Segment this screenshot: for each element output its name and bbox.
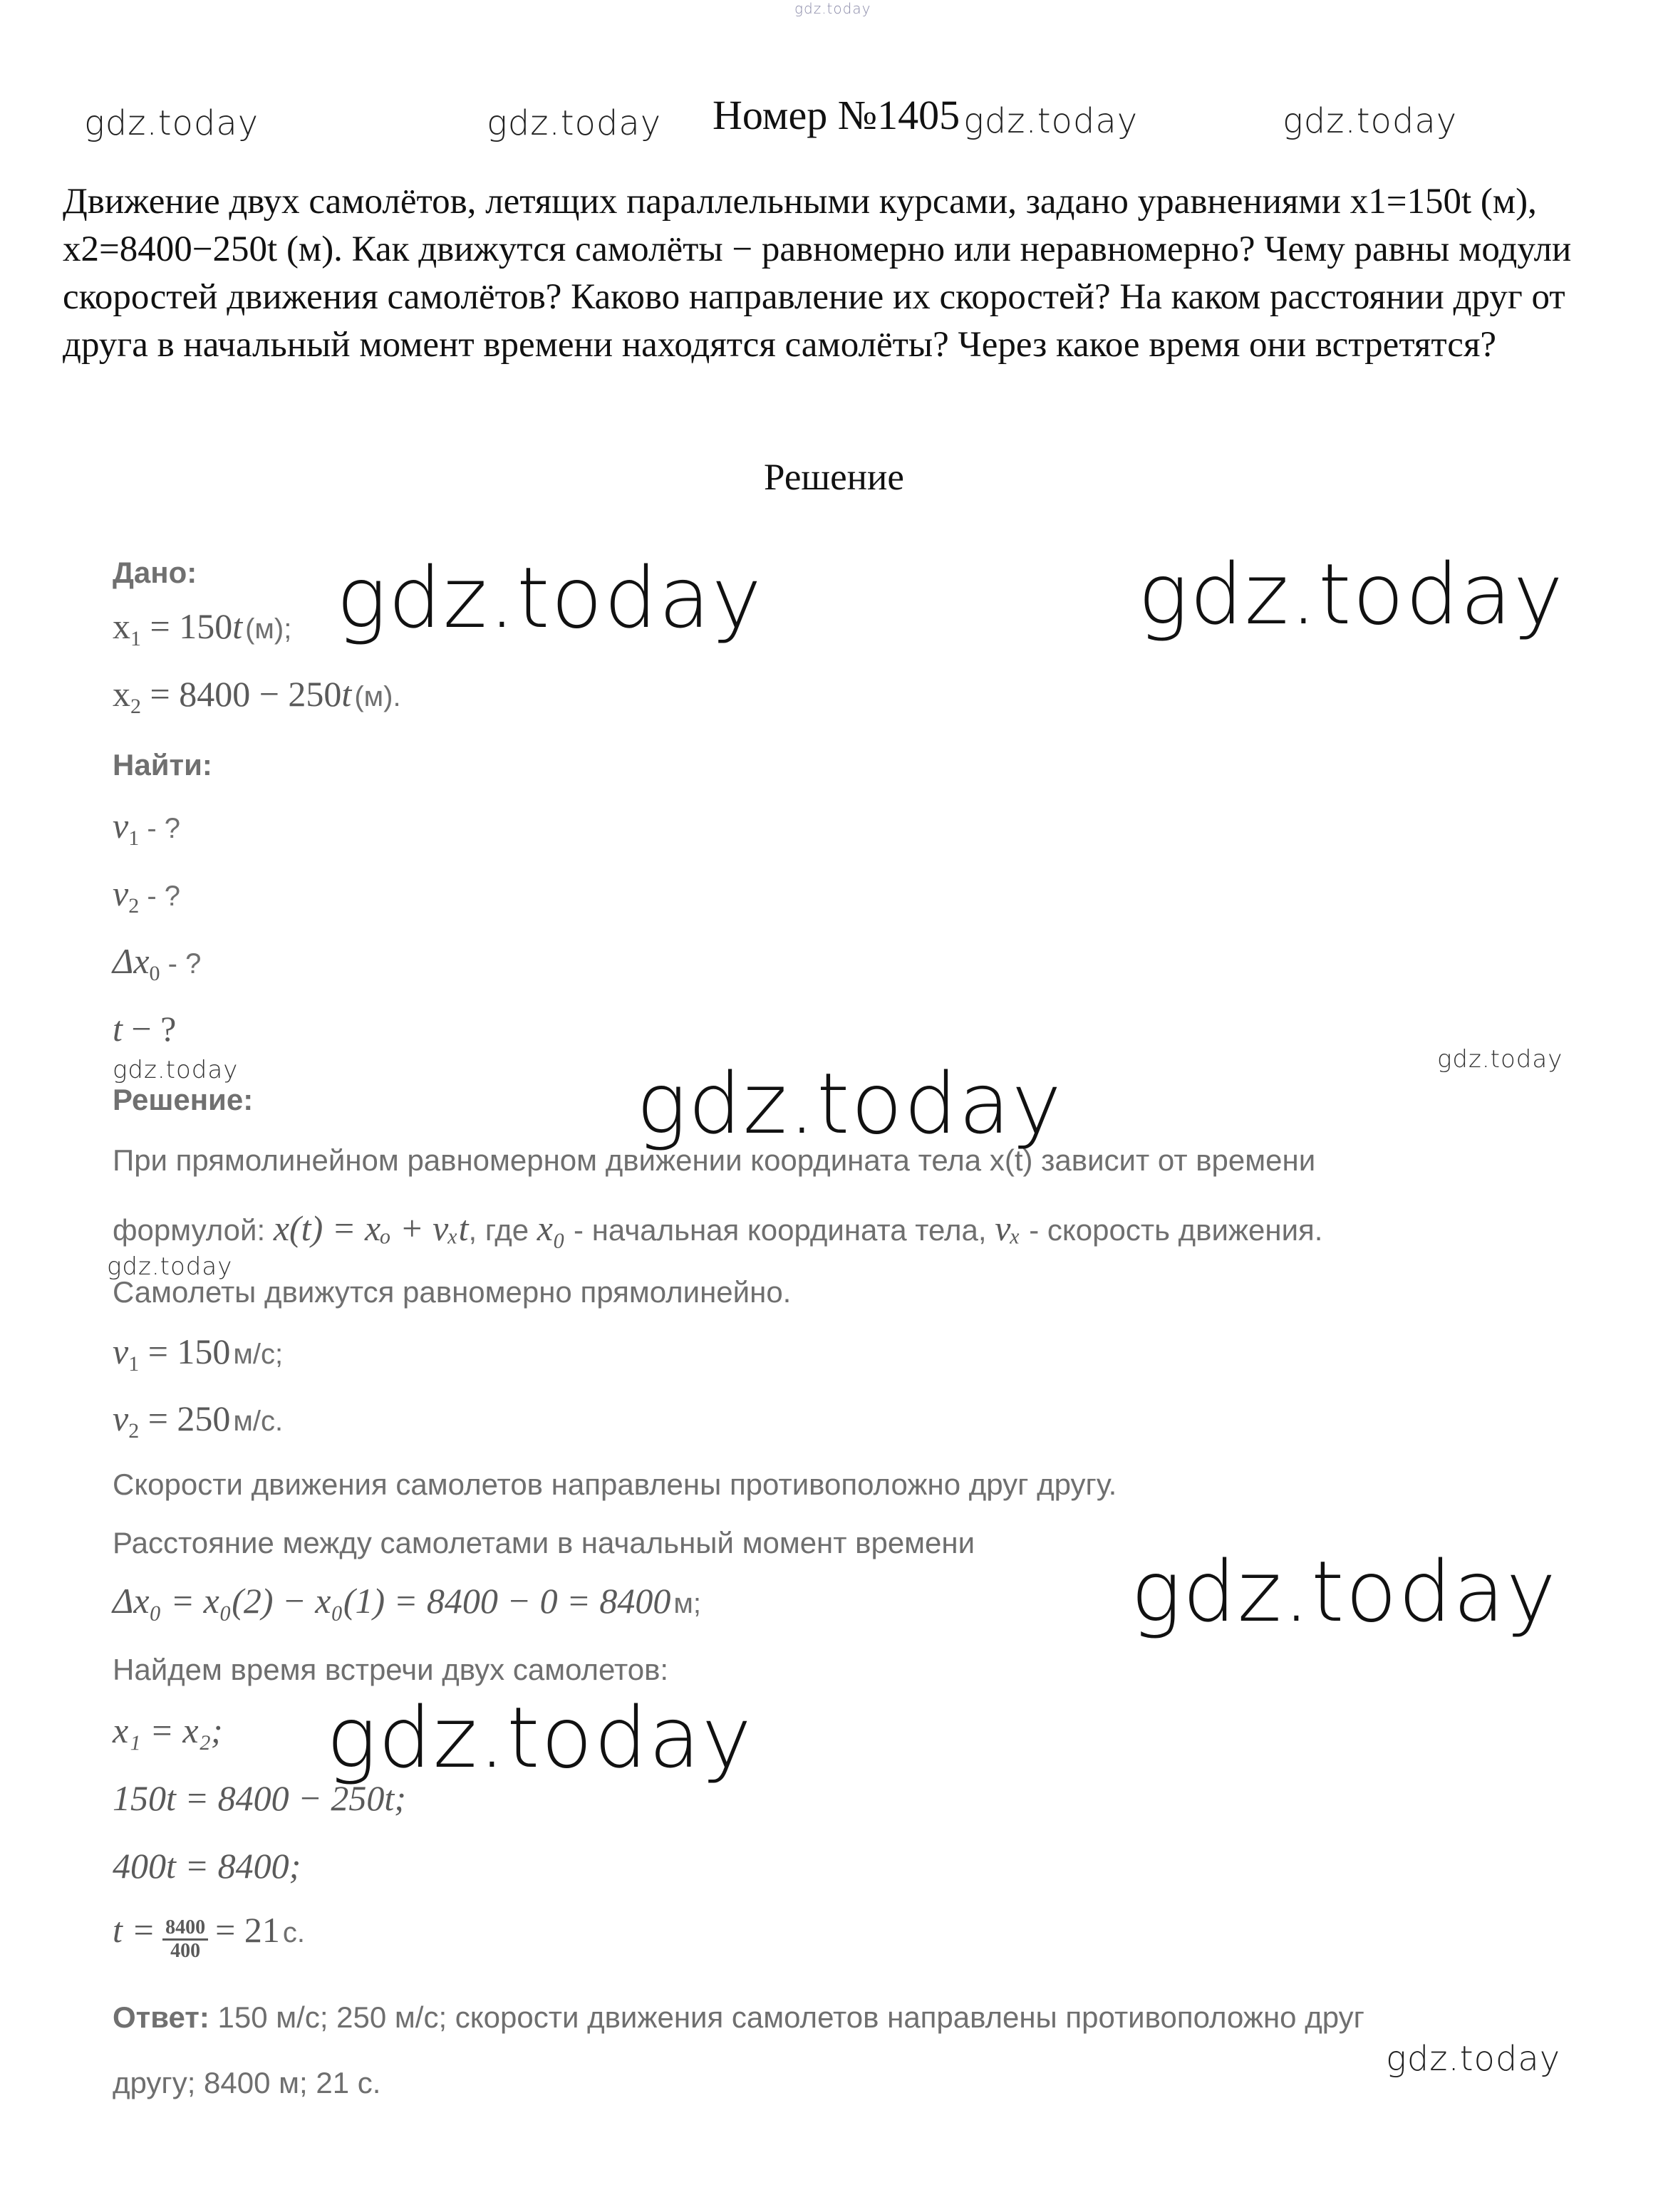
find-item: $v_1$ - ? xyxy=(113,806,180,850)
watermark: gdz.today xyxy=(794,0,871,17)
watermark: gdz.today xyxy=(1131,1542,1558,1641)
solution-equation: x₁ = x₂; xyxy=(113,1710,223,1750)
watermark: gdz.today xyxy=(107,1252,233,1281)
watermark: gdz.today xyxy=(1386,2039,1561,2079)
given-label: Дано: xyxy=(113,556,197,589)
solution-equation: 400t = 8400; xyxy=(113,1846,301,1886)
watermark: gdz.today xyxy=(636,1054,1063,1153)
find-label: Найти: xyxy=(113,748,212,782)
solution-line: формулой: x(t) = xₒ + vₓt, где x₀ - начальная координата тела, vₓ - скорость движения. xyxy=(113,1208,1323,1248)
watermark: gdz.today xyxy=(1283,101,1458,141)
solution-line: Расстояние между самолетами в начальный момент времени xyxy=(113,1526,975,1559)
answer-line: Ответ: 150 м/с; 250 м/с; скорости движения самолетов направлены противоположно друг xyxy=(113,2000,1364,2034)
solution-line: Найдем время встречи двух самолетов: xyxy=(113,1653,669,1686)
find-item: $\Delta x_0$ - ? xyxy=(113,941,202,985)
watermark: gdz.today xyxy=(1138,545,1565,643)
solution-distance: Δx₀ = x₀(2) − x₀(1) = 8400 − 0 = 8400 м; xyxy=(113,1581,701,1621)
solution-line: При прямолинейном равномерном движении координата тела x(t) зависит от времени xyxy=(113,1143,1316,1177)
solution-v1: $v_1 = 150$ м/с; xyxy=(113,1331,284,1376)
watermark: gdz.today xyxy=(963,101,1139,141)
watermark: gdz.today xyxy=(326,1688,753,1787)
watermark: gdz.today xyxy=(1437,1045,1563,1074)
watermark: gdz.today xyxy=(487,103,662,143)
find-item: $v_2$ - ? xyxy=(113,873,180,918)
task-statement: Движение двух самолётов, летящих параллельными курсами, задано уравнениями x1=150t (м), x2=8400−250t (м). Как движутся самолёты − равномерно или неравномерно? Чему равны модули скоростей движения самолётов? Каково направление их скоростей? На каком расстоянии друг от друга в начальный момент времени находятся самолёты? Через какое время они встретятся? xyxy=(63,182,1572,365)
solution-equation: 150t = 8400 − 250t; xyxy=(113,1778,406,1818)
solution-line: Скорости движения самолетов направлены противоположно друг другу. xyxy=(113,1468,1117,1501)
page-title: Номер №1405 xyxy=(713,92,960,138)
watermark: gdz.today xyxy=(336,549,763,647)
solution-heading: Решение xyxy=(764,457,904,498)
find-item: t − ? xyxy=(113,1009,177,1049)
fraction: $\frac{8400}{400}$ xyxy=(162,1917,208,1962)
solution-label: Решение: xyxy=(113,1083,254,1116)
watermark: gdz.today xyxy=(113,1056,239,1084)
solution-line: Самолеты движутся равномерно прямолинейно. xyxy=(113,1275,792,1309)
solution-time: t = $\frac{8400}{400}$ = 21 с. xyxy=(113,1910,305,1962)
given-x2: $x_2 = 8400 - 250t$ (м). xyxy=(113,674,401,718)
answer-line: другу; 8400 м; 21 с. xyxy=(113,2066,381,2099)
given-x1: $x_1 = 150t$ (м); xyxy=(113,606,292,650)
solution-v2: $v_2 = 250$ м/с. xyxy=(113,1398,284,1443)
watermark: gdz.today xyxy=(84,103,259,143)
